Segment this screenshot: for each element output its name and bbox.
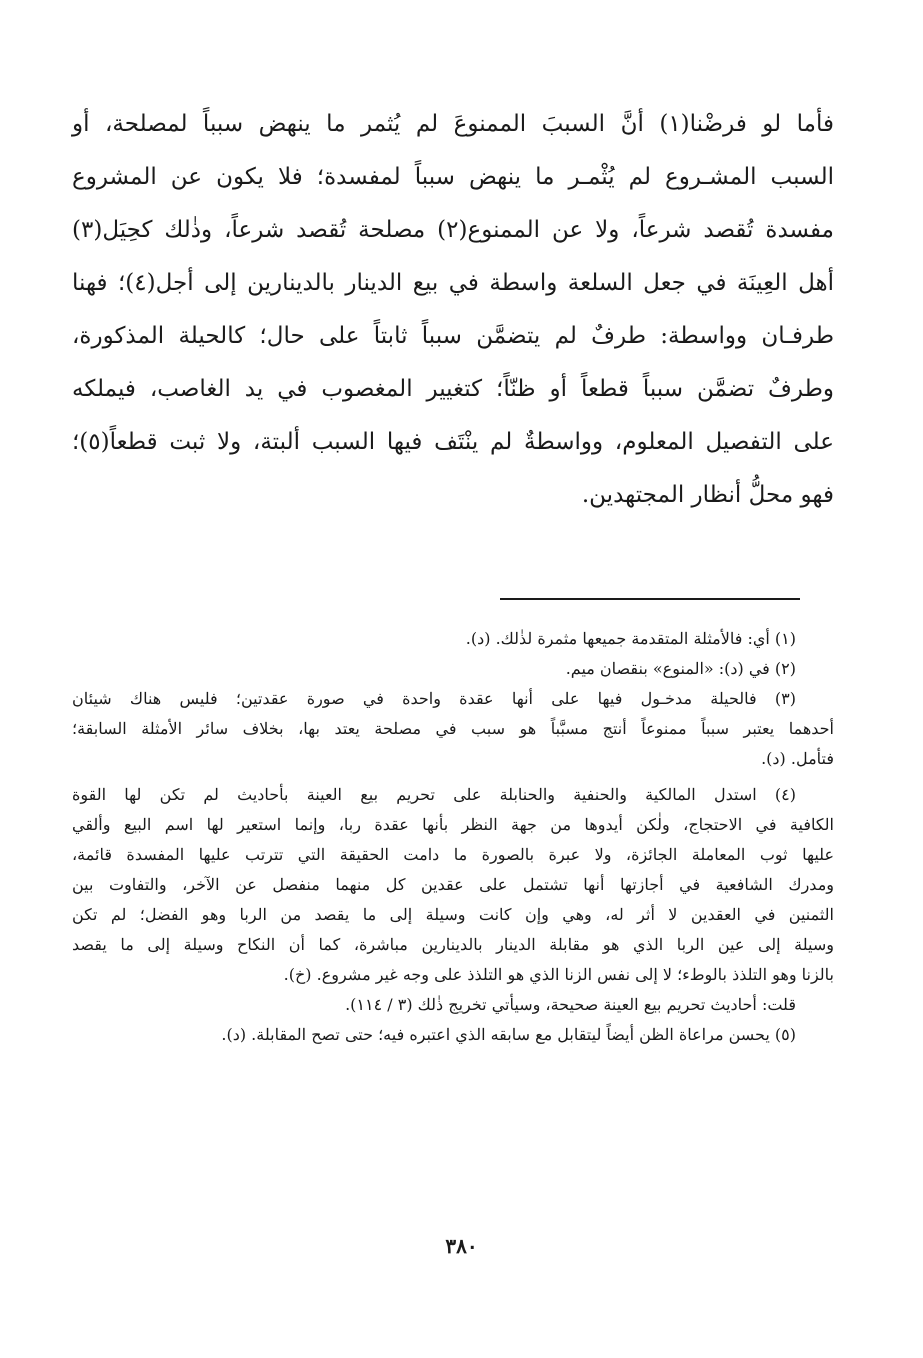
footnote-3-line: فتأمل. (د). <box>761 749 834 768</box>
footnote-5: (٥) يحسن مراعاة الظن أيضاً ليتقابل مع سابقه الذي اعتبره فيه؛ حتى تصح المقابلة. (د). <box>221 1025 796 1044</box>
main-line: على التفصيل المعلوم، وواسطةٌ لم ينْتَف فيها السبب ألبتة، ولا ثبت قطعاً(٥)؛ <box>72 429 834 455</box>
page-number: ٣٨٠ <box>445 1234 478 1258</box>
main-line: فأما لو فرضْنا(١) أنَّ السببَ الممنوعَ لم يُثمر ما ينهض سبباً لمصلحة، أو <box>72 111 834 137</box>
main-line: السبب المشـروع لم يُثْمـر ما ينهض سبباً لمفسدة؛ فلا يكون عن المشروع <box>72 164 834 190</box>
footnote-4-note: قلت: أحاديث تحريم بيع العينة صحيحة، وسيأتي تخريج ذٰلك (٣ / ١١٤). <box>345 995 796 1014</box>
footnote-4-line: عليها ثوب المعاملة الجائزة، ولا عبرة بالصورة ما دامت الحقيقة التي تترتب عليها المفسدة قائمة، <box>72 845 834 864</box>
main-paragraph <box>72 98 834 522</box>
footnote-4-line: ومدرك الشافعية في أجازتها أنها تشتمل على عقدين كل منهما منفصل عن الآخر، والتفاوت بين <box>72 875 834 894</box>
main-line: وطرفٌ تضمَّن سبباً قطعاً أو ظنّاً؛ كتغيير المغصوب في يد الغاصب، فيملكه <box>72 376 834 402</box>
footnote-3-line: أحدهما يعتبر سبباً ممنوعاً أنتج مسبَّباً هو سبب في مصلحة يعتد بها، بخلاف سائر الأمثلة السابقة؛ <box>72 719 834 738</box>
footnote-4-line: الثمنين في العقدين لا أثر له، وهي وإن كانت وسيلة إلى ما يقصد من الربا وهو الفضل؛ لم تكن <box>72 905 834 924</box>
main-line: فهو محلُّ أنظار المجتهدين. <box>581 482 834 508</box>
main-line: أهل العِينَة في جعل السلعة واسطة في بيع الدينار بالدينارين إلى أجل(٤)؛ فهنا <box>72 270 835 296</box>
footnote-3-line: (٣) فالحيلة مدخـول فيها على أنها عقدة واحدة في صورة عقدتين؛ فليس هناك شيئان <box>72 689 797 708</box>
footnotes <box>72 624 834 1050</box>
main-line: مفسدة تُقصد شرعاً، ولا عن الممنوع(٢) مصلحة تُقصد شرعاً، وذٰلك كحِيَل(٣) <box>72 217 834 243</box>
main-line: طرفـان وواسطة: طرفٌ لم يتضمَّن سبباً ثابتاً على حال؛ كالحيلة المذكورة، <box>72 323 834 349</box>
footnote-4-line: الكافية في الاحتجاج، ولٰكن أيدوها من جهة النظر بأنها عقدة ربا، وإنما استعير لها اسم البيع وألقي <box>72 815 834 834</box>
footnote-1: (١) أي: فالأمثلة المتقدمة جميعها مثمرة لذٰلك. (د). <box>465 629 796 648</box>
footnote-4-line: بالزنا وهو التلذذ بالوطء؛ لا إلى نفس الزنا الذي هو التلذذ على وجه غير مشروع. (خ). <box>283 965 834 984</box>
footnote-2: (٢) في (د): «المنوع» بنقصان ميم. <box>565 659 796 678</box>
footnote-4-line: (٤) استدل المالكية والحنفية والحنابلة على تحريم بيع العينة بأحاديث لم تكن لها القوة <box>72 785 796 804</box>
footnote-4-line: وسيلة إلى عين الربا الذي هو مقابلة الدينار بالدينارين مباشرة، كما أن النكاح وسيلة إلى ما يقصد <box>72 935 834 954</box>
footnote-separator <box>500 598 800 600</box>
